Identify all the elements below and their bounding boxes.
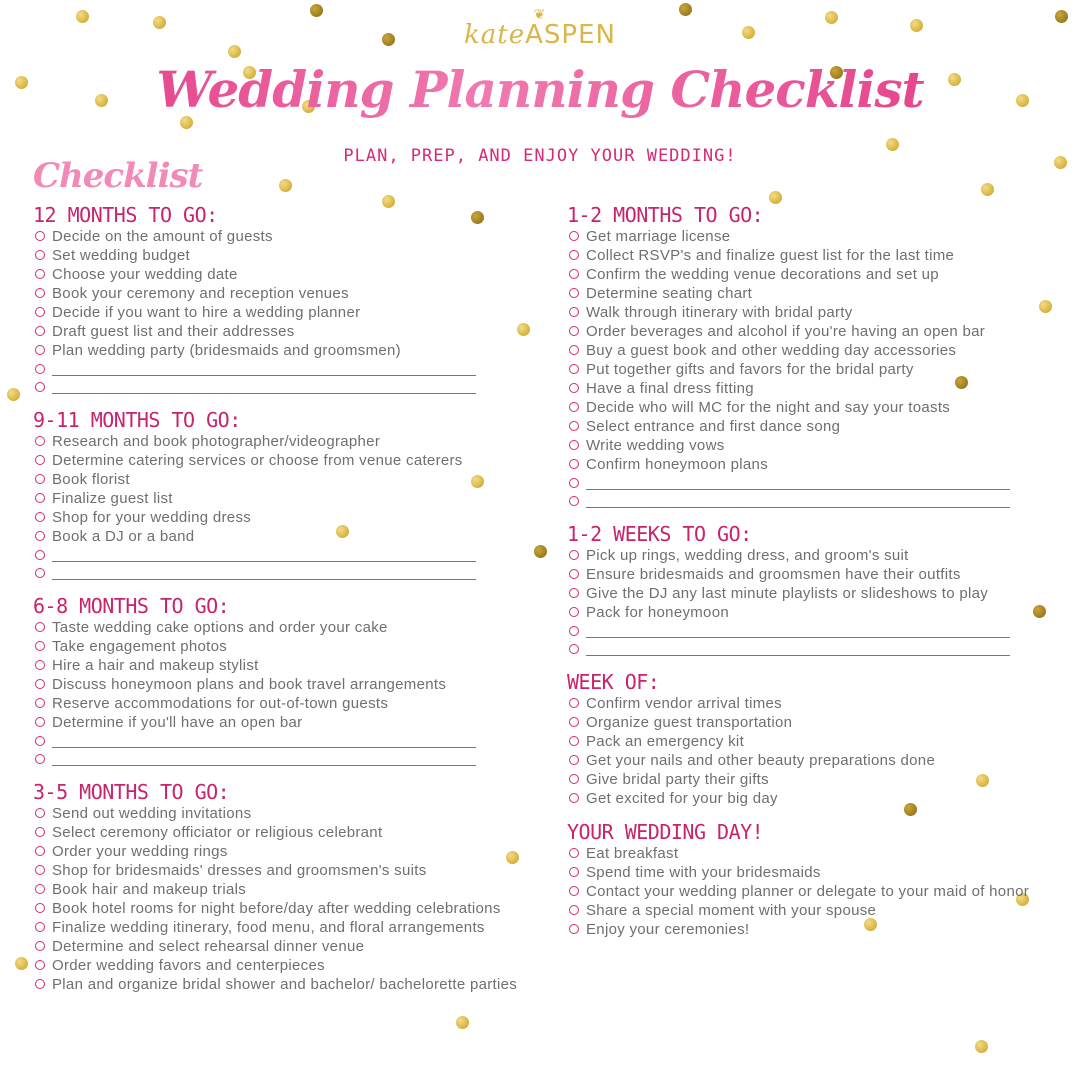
checkbox-circle-icon[interactable] (569, 440, 579, 450)
checkbox-circle-icon[interactable] (569, 793, 579, 803)
checklist-section (567, 522, 1062, 656)
blank-checklist-line[interactable] (33, 734, 523, 748)
write-in-line[interactable] (52, 566, 476, 580)
checkbox-circle-icon[interactable] (569, 345, 579, 355)
checklist-item[interactable] (33, 453, 523, 468)
checkbox-circle-icon[interactable] (35, 568, 45, 578)
checkbox-circle-icon[interactable] (569, 459, 579, 469)
checklist-item[interactable] (33, 639, 523, 654)
checklist-item-label: Ensure bridesmaids and groomsmen have their outfits (586, 566, 961, 583)
checkbox-circle-icon[interactable] (35, 493, 45, 503)
gold-dot (975, 1040, 988, 1053)
checkbox-circle-icon[interactable] (569, 848, 579, 858)
checkbox-circle-icon[interactable] (35, 345, 45, 355)
write-in-line[interactable] (52, 734, 476, 748)
checklist-item-label: Book hotel rooms for night before/day after wedding celebrations (52, 900, 501, 917)
checkbox-circle-icon[interactable] (35, 269, 45, 279)
checklist-item[interactable] (33, 324, 523, 339)
checkbox-circle-icon[interactable] (35, 960, 45, 970)
checkbox-circle-icon[interactable] (35, 754, 45, 764)
checkbox-circle-icon[interactable] (35, 660, 45, 670)
checklist-heading: Checklist (33, 156, 203, 196)
checklist-item-label: Shop for bridesmaids' dresses and groomsmen's suits (52, 862, 427, 879)
checklist-item[interactable] (567, 846, 1062, 861)
checklist-item[interactable] (33, 510, 523, 525)
checklist-item[interactable] (567, 381, 1062, 396)
checklist-item[interactable] (567, 229, 1062, 244)
checklist-item[interactable] (567, 903, 1062, 918)
checklist-item-label: Give the DJ any last minute playlists or slideshows to play (586, 585, 989, 602)
checklist-item-label: Finalize wedding itinerary, food menu, and floral arrangements (52, 919, 485, 936)
checklist-item-label: Plan wedding party (bridesmaids and groomsmen) (52, 342, 401, 359)
checklist-item[interactable] (567, 419, 1062, 434)
checkbox-circle-icon[interactable] (569, 905, 579, 915)
checkbox-circle-icon[interactable] (569, 867, 579, 877)
checkbox-circle-icon[interactable] (35, 698, 45, 708)
gold-dot (7, 388, 20, 401)
section-title: 3-5 MONTHS TO GO: (33, 780, 230, 804)
checklist-item-label: Get your nails and other beauty preparations done (586, 752, 936, 769)
brand-aspen: ASPEN (525, 20, 616, 50)
checklist-item-label: Book florist (52, 471, 130, 488)
checklist-item[interactable] (33, 806, 523, 821)
checkbox-circle-icon[interactable] (569, 496, 579, 506)
section-title: 1-2 WEEKS TO GO: (567, 522, 752, 546)
checkbox-circle-icon[interactable] (569, 250, 579, 260)
checklist-item-label: Order beverages and alcohol if you're having an open bar (586, 323, 986, 340)
gold-dot (981, 183, 994, 196)
checklist-item-label: Confirm honeymoon plans (586, 456, 768, 473)
blank-checklist-line[interactable] (567, 624, 1062, 638)
checklist-item[interactable] (33, 977, 523, 992)
checkbox-circle-icon[interactable] (35, 622, 45, 632)
checklist-item-label: Determine if you'll have an open bar (52, 714, 303, 731)
page-subtitle: PLAN, PREP, AND ENJOY YOUR WEDDING! (343, 146, 737, 166)
checkbox-circle-icon[interactable] (569, 569, 579, 579)
checklist-item-label: Select ceremony officiator or religious celebrant (52, 824, 383, 841)
checkbox-circle-icon[interactable] (569, 755, 579, 765)
checkbox-circle-icon[interactable] (569, 736, 579, 746)
checklist-item-label: Organize guest transportation (586, 714, 793, 731)
gold-dot (456, 1016, 469, 1029)
checklist-item-label: Pick up rings, wedding dress, and groom's suit (586, 547, 909, 564)
checklist-item[interactable] (33, 229, 523, 244)
checklist-item-label: Pack an emergency kit (586, 733, 745, 750)
checkbox-circle-icon[interactable] (569, 550, 579, 560)
checklist-item-label: Pack for honeymoon (586, 604, 729, 621)
checklist-item-label: Reserve accommodations for out-of-town guests (52, 695, 389, 712)
write-in-line[interactable] (52, 752, 476, 766)
checkbox-circle-icon[interactable] (35, 979, 45, 989)
checkbox-circle-icon[interactable] (569, 698, 579, 708)
left-column (33, 203, 523, 1006)
checkbox-circle-icon[interactable] (569, 231, 579, 241)
gold-dot (279, 179, 292, 192)
checklist-item[interactable] (33, 286, 523, 301)
checkbox-circle-icon[interactable] (569, 886, 579, 896)
checkbox-circle-icon[interactable] (569, 774, 579, 784)
checklist-item[interactable] (33, 958, 523, 973)
checkbox-circle-icon[interactable] (35, 250, 45, 260)
checklist-item[interactable] (33, 529, 523, 544)
write-in-line[interactable] (586, 624, 1010, 638)
checkbox-circle-icon[interactable] (569, 607, 579, 617)
checklist-item[interactable] (567, 772, 1062, 787)
checklist-item[interactable] (567, 884, 1062, 899)
write-in-line[interactable] (52, 362, 476, 376)
checklist-item[interactable] (567, 753, 1062, 768)
checklist-item[interactable] (567, 267, 1062, 282)
checklist-item-label: Book your ceremony and reception venues (52, 285, 349, 302)
gold-dot (534, 545, 547, 558)
checkbox-circle-icon[interactable] (35, 512, 45, 522)
checklist-item-label: Taste wedding cake options and order your cake (52, 619, 388, 636)
checklist-section (33, 408, 523, 580)
checklist-item[interactable] (33, 434, 523, 449)
blank-checklist-line[interactable] (33, 548, 523, 562)
checkbox-circle-icon[interactable] (569, 588, 579, 598)
checklist-item-label: Put together gifts and favors for the bridal party (586, 361, 914, 378)
checklist-item[interactable] (567, 548, 1062, 563)
checklist-item-label: Set wedding budget (52, 247, 191, 264)
checklist-item-label: Shop for your wedding dress (52, 509, 252, 526)
checklist-item[interactable] (33, 882, 523, 897)
checklist-item-label: Confirm vendor arrival times (586, 695, 782, 712)
checklist-item-label: Draft guest list and their addresses (52, 323, 295, 340)
checklist-item-label: Take engagement photos (52, 638, 228, 655)
checklist-item-label: Spend time with your bridesmaids (586, 864, 821, 881)
checklist-item-label: Get excited for your big day (586, 790, 778, 807)
checklist-item-label: Enjoy your ceremonies! (586, 921, 750, 938)
checklist-item[interactable] (567, 438, 1062, 453)
checklist-item-label: Decide if you want to hire a wedding planner (52, 304, 361, 321)
write-in-line[interactable] (586, 642, 1010, 656)
checklist-item-label: Determine and select rehearsal dinner venue (52, 938, 365, 955)
write-in-line[interactable] (52, 380, 476, 394)
checklist-item-label: Determine catering services or choose from venue caterers (52, 452, 463, 469)
section-title: 1-2 MONTHS TO GO: (567, 203, 764, 227)
checklist-item-label: Hire a hair and makeup stylist (52, 657, 259, 674)
checkbox-circle-icon[interactable] (35, 922, 45, 932)
checklist-section (33, 780, 523, 992)
checklist-item-label: Confirm the wedding venue decorations and set up (586, 266, 939, 283)
checklist-item-label: Order wedding favors and centerpieces (52, 957, 325, 974)
checklist-item[interactable] (33, 901, 523, 916)
checklist-item[interactable] (33, 491, 523, 506)
checkbox-circle-icon[interactable] (569, 421, 579, 431)
checklist-item[interactable] (567, 400, 1062, 415)
checklist-item[interactable] (567, 305, 1062, 320)
checklist-item[interactable] (33, 620, 523, 635)
section-title: 6-8 MONTHS TO GO: (33, 594, 230, 618)
checkbox-circle-icon[interactable] (35, 231, 45, 241)
brand-logo (0, 7, 1080, 50)
checklist-item[interactable] (567, 696, 1062, 711)
checklist-section (567, 670, 1062, 806)
checkbox-circle-icon[interactable] (569, 383, 579, 393)
checklist-item[interactable] (33, 825, 523, 840)
checkbox-circle-icon[interactable] (569, 924, 579, 934)
checklist-item[interactable] (567, 248, 1062, 263)
checkbox-circle-icon[interactable] (35, 307, 45, 317)
checklist-item-label: Book hair and makeup trials (52, 881, 247, 898)
blank-checklist-line[interactable] (567, 642, 1062, 656)
checklist-item-label: Get marriage license (586, 228, 731, 245)
checklist-item[interactable] (567, 865, 1062, 880)
checkbox-circle-icon[interactable] (35, 436, 45, 446)
blank-checklist-line[interactable] (567, 476, 1062, 490)
checklist-item-label: Give bridal party their gifts (586, 771, 769, 788)
checklist-item[interactable] (567, 567, 1062, 582)
section-title: 12 MONTHS TO GO: (33, 203, 218, 227)
checkbox-circle-icon[interactable] (35, 884, 45, 894)
checklist-item[interactable] (33, 267, 523, 282)
checkbox-circle-icon[interactable] (35, 474, 45, 484)
section-title: WEEK OF: (567, 670, 660, 694)
blank-checklist-line[interactable] (33, 362, 523, 376)
checklist-item-label: Choose your wedding date (52, 266, 238, 283)
checklist-item[interactable] (567, 922, 1062, 937)
page-title: Wedding Planning Checklist (0, 60, 1080, 119)
checkbox-circle-icon[interactable] (569, 644, 579, 654)
checkbox-circle-icon[interactable] (35, 326, 45, 336)
checkbox-circle-icon[interactable] (35, 903, 45, 913)
checkbox-circle-icon[interactable] (569, 478, 579, 488)
checklist-section (567, 203, 1062, 508)
checklist-item[interactable] (33, 696, 523, 711)
checklist-item[interactable] (567, 734, 1062, 749)
checkbox-circle-icon[interactable] (569, 269, 579, 279)
checklist-item-label: Eat breakfast (586, 845, 679, 862)
checklist-item[interactable] (567, 286, 1062, 301)
checklist-item[interactable] (567, 324, 1062, 339)
checklist-item[interactable] (33, 715, 523, 730)
checklist-item[interactable] (33, 920, 523, 935)
checklist-item-label: Write wedding vows (586, 437, 725, 454)
blank-checklist-line[interactable] (33, 752, 523, 766)
checklist-section (567, 820, 1062, 937)
gold-dot (15, 957, 28, 970)
checklist-item-label: Determine seating chart (586, 285, 753, 302)
checklist-item[interactable] (567, 586, 1062, 601)
checkbox-circle-icon[interactable] (569, 307, 579, 317)
checkbox-circle-icon[interactable] (35, 679, 45, 689)
checklist-item[interactable] (33, 472, 523, 487)
checklist-item[interactable] (567, 605, 1062, 620)
checklist-item-label: Contact your wedding planner or delegate to your maid of honor (586, 883, 1030, 900)
checklist-item-label: Book a DJ or a band (52, 528, 195, 545)
right-column (567, 203, 1062, 951)
checklist-item-label: Finalize guest list (52, 490, 173, 507)
checklist-item-label: Order your wedding rings (52, 843, 228, 860)
checklist-item[interactable] (33, 248, 523, 263)
checkbox-circle-icon[interactable] (35, 846, 45, 856)
checkbox-circle-icon[interactable] (569, 288, 579, 298)
checklist-item[interactable] (33, 844, 523, 859)
checklist-item-label: Select entrance and first dance song (586, 418, 841, 435)
bow-icon: ❦ (533, 7, 547, 23)
checklist-item[interactable] (567, 343, 1062, 358)
brand-kate: kate (464, 20, 526, 50)
checkbox-circle-icon[interactable] (35, 382, 45, 392)
checklist-item-label: Have a final dress fitting (586, 380, 754, 397)
checklist-item[interactable] (33, 677, 523, 692)
checklist-item[interactable] (567, 715, 1062, 730)
checklist-item[interactable] (33, 658, 523, 673)
checkbox-circle-icon[interactable] (569, 364, 579, 374)
checklist-item[interactable] (33, 863, 523, 878)
checkbox-circle-icon[interactable] (35, 941, 45, 951)
checkbox-circle-icon[interactable] (35, 827, 45, 837)
checklist-section (33, 594, 523, 766)
checkbox-circle-icon[interactable] (35, 808, 45, 818)
checkbox-circle-icon[interactable] (569, 717, 579, 727)
checklist-item-label: Plan and organize bridal shower and bachelor/ bachelorette parties (52, 976, 518, 993)
checklist-section (33, 203, 523, 394)
blank-checklist-line[interactable] (33, 380, 523, 394)
checklist-item-label: Collect RSVP's and finalize guest list for the last time (586, 247, 955, 264)
checkbox-circle-icon[interactable] (35, 641, 45, 651)
blank-checklist-line[interactable] (567, 494, 1062, 508)
checkbox-circle-icon[interactable] (35, 364, 45, 374)
checkbox-circle-icon[interactable] (569, 326, 579, 336)
checklist-item-label: Decide who will MC for the night and say your toasts (586, 399, 951, 416)
checkbox-circle-icon[interactable] (35, 455, 45, 465)
section-title: 9-11 MONTHS TO GO: (33, 408, 241, 432)
blank-checklist-line[interactable] (33, 566, 523, 580)
write-in-line[interactable] (586, 494, 1010, 508)
checkbox-circle-icon[interactable] (35, 288, 45, 298)
checklist-item-label: Research and book photographer/videographer (52, 433, 381, 450)
checkbox-circle-icon[interactable] (35, 865, 45, 875)
checklist-item[interactable] (567, 791, 1062, 806)
checkbox-circle-icon[interactable] (35, 550, 45, 560)
write-in-line[interactable] (586, 476, 1010, 490)
checklist-item[interactable] (567, 457, 1062, 472)
checkbox-circle-icon[interactable] (569, 626, 579, 636)
checklist-item-label: Share a special moment with your spouse (586, 902, 877, 919)
checkbox-circle-icon[interactable] (35, 531, 45, 541)
checklist-item[interactable] (33, 305, 523, 320)
section-title: YOUR WEDDING DAY! (567, 820, 764, 844)
checklist-item[interactable] (33, 939, 523, 954)
checkbox-circle-icon[interactable] (569, 402, 579, 412)
checklist-item-label: Send out wedding invitations (52, 805, 252, 822)
checkbox-circle-icon[interactable] (35, 717, 45, 727)
checkbox-circle-icon[interactable] (35, 736, 45, 746)
write-in-line[interactable] (52, 548, 476, 562)
checklist-item-label: Buy a guest book and other wedding day accessories (586, 342, 957, 359)
checklist-item[interactable] (33, 343, 523, 358)
checklist-item-label: Discuss honeymoon plans and book travel arrangements (52, 676, 447, 693)
checklist-item[interactable] (567, 362, 1062, 377)
checklist-item-label: Decide on the amount of guests (52, 228, 273, 245)
checklist-item-label: Walk through itinerary with bridal party (586, 304, 853, 321)
